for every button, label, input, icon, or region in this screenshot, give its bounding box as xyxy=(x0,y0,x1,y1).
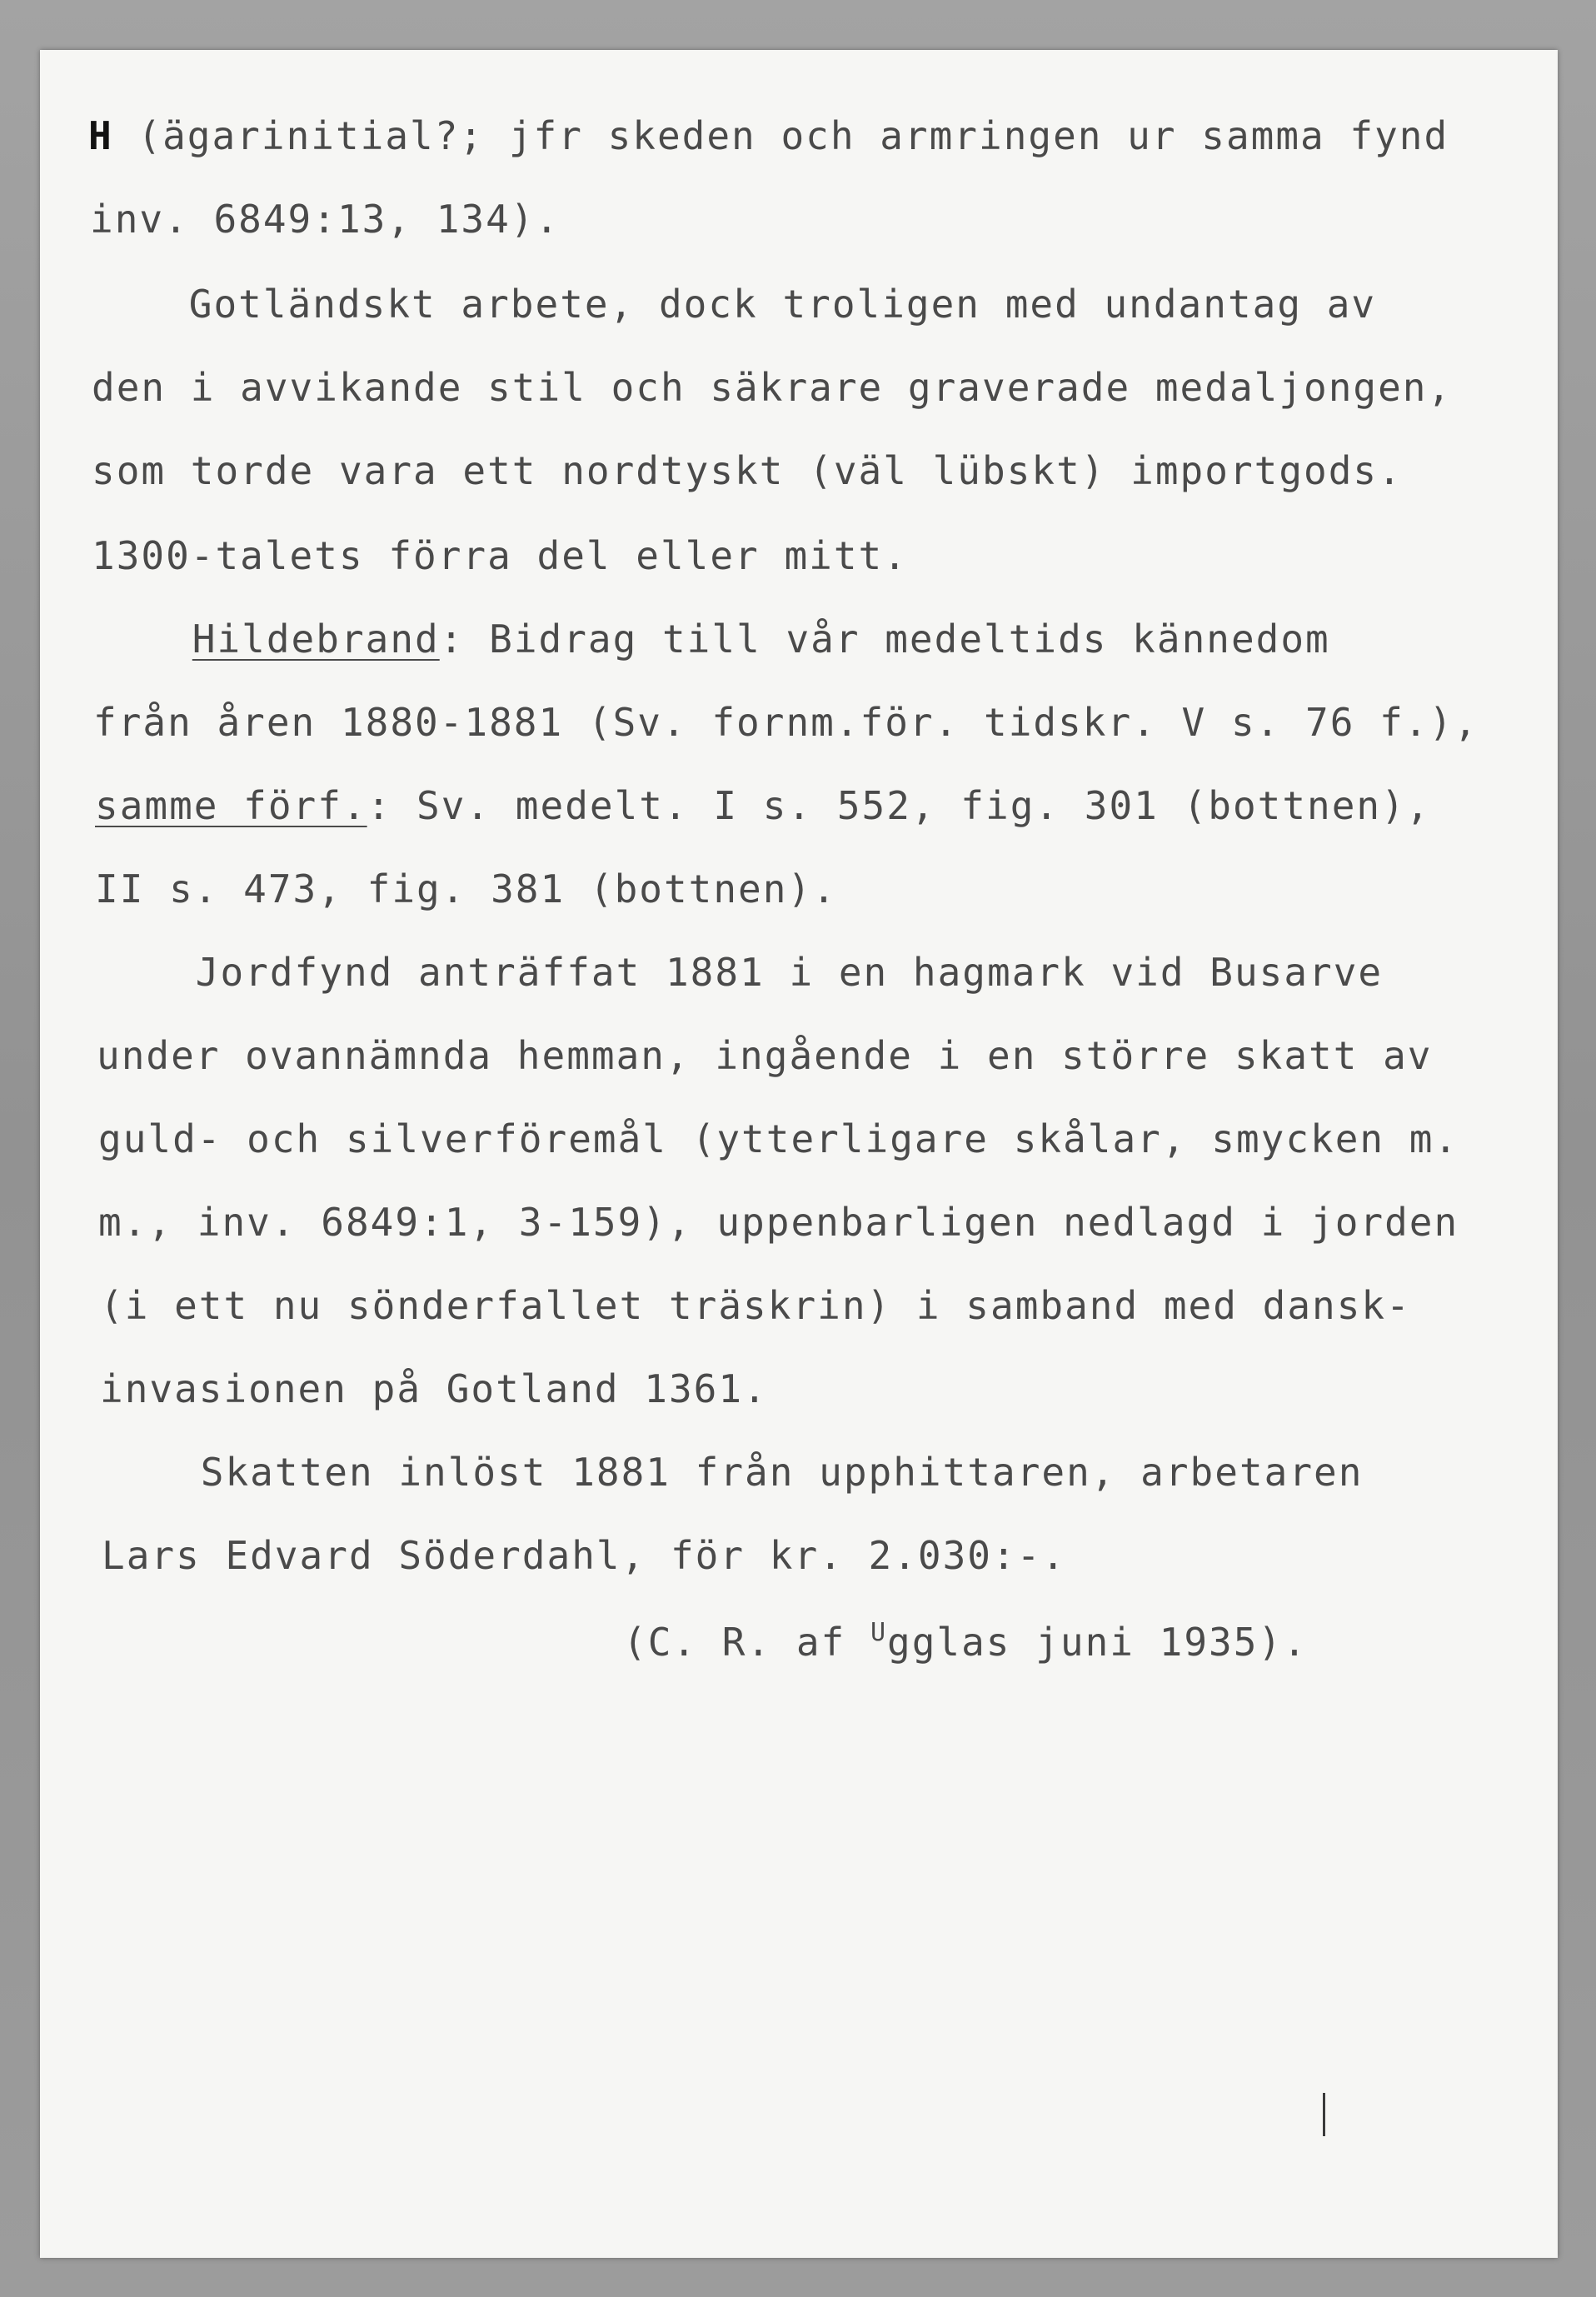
text-line-15: (i ett nu sönderfallet träskrin) i samband med dansk- xyxy=(100,1283,1411,1328)
text-line-5: som torde vara ett nordtyskt (väl lübskt) importgods. xyxy=(92,448,1403,493)
text-line-8: från åren 1880-1881 (Sv. fornm.för. tidskr. V s. 76 f.), xyxy=(93,700,1479,745)
document-page xyxy=(40,50,1558,2258)
text-line-17: Skatten inlöst 1881 från upphittaren, arbetaren xyxy=(102,1450,1364,1495)
text-line-13: guld- och silverföremål (ytterligare skålar, smycken m. xyxy=(98,1116,1459,1161)
samme-forf: samme förf. xyxy=(95,783,367,828)
text-line-14: m., inv. 6849:1, 3-159), uppenbarligen nedlagd i jorden xyxy=(98,1200,1459,1245)
initial-mark: H xyxy=(88,113,113,158)
text-line-10: II s. 473, fig. 381 (bottnen). xyxy=(95,866,837,911)
text-line-2: inv. 6849:13, 134). xyxy=(90,197,561,242)
text-line-6: 1300-talets förra del eller mitt. xyxy=(92,533,908,578)
author-hildebrand: Hildebrand xyxy=(192,617,440,662)
signature-line: (C. R. af $^U$gglas juni 1935). xyxy=(623,1618,1308,1665)
text-line-1: H (ägarinitial?; jfr skeden och armringen ur samma fynd xyxy=(88,113,1449,158)
text-line-16: invasionen på Gotland 1361. xyxy=(100,1366,768,1411)
text-line-12: under ovannämnda hemman, ingående i en större skatt av xyxy=(97,1033,1433,1078)
text-line-18: Lars Edvard Söderdahl, för kr. 2.030:-. xyxy=(102,1533,1067,1578)
signature-superscript: U xyxy=(870,1618,888,1647)
pen-mark xyxy=(1323,2093,1325,2136)
text-line-9: samme förf.: Sv. medelt. I s. 552, fig. 301 (bottnen), xyxy=(95,783,1431,828)
text-line-4: den i avvikande stil och säkrare graverade medaljongen, xyxy=(92,365,1453,410)
text-line-7: Hildebrand: Bidrag till vår medeltids kännedom xyxy=(192,617,1330,662)
text-line-3: Gotländskt arbete, dock troligen med undantag av xyxy=(90,282,1377,327)
text-line-11: Jordfynd anträffat 1881 i en hagmark vid Busarve xyxy=(97,950,1384,995)
